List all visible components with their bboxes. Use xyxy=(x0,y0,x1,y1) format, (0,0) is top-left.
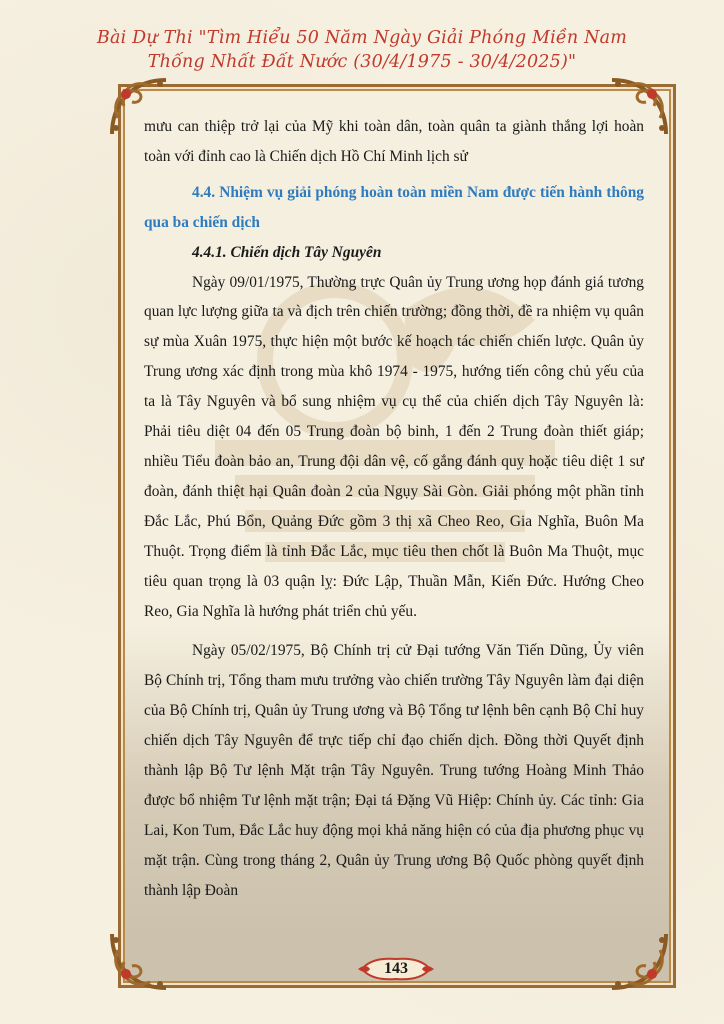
page-number: 143 xyxy=(384,960,408,977)
body-paragraph: Ngày 09/01/1975, Thường trực Quân ủy Trung ương họp đánh giá tương quan lực lượng giữa ta và địch trên chiến trường; đồng thời, đề ra nhiệm vụ quân sự mùa Xuân 1975, thực hiện một bước kế hoạch tác chiến chiến lược. Quân ủy Trung ương xác định trong mùa khô 1974 - 1975, hướng tiến công chủ yếu của ta là Tây Nguyên và bổ sung nhiệm vụ cụ thể của chiến dịch Tây Nguyên là: Phải tiêu diệt 04 đến 05 Trung đoàn bộ binh, 1 đến 2 Trung đoàn thiết giáp; nhiều Tiểu đoàn bảo an, Trung đội dân vệ, cố gắng đánh quỵ hoặc tiêu diệt 1 sư đoàn, đánh thiệt hại Quân đoàn 2 của Ngụy Sài Gòn. Giải phóng một phần tỉnh Đắc Lắc, Phú Bổn, Quảng Đức gồm 3 thị xã Cheo Reo, Gia Nghĩa, Buôn Ma Thuột. Trọng điểm là tỉnh Đắc Lắc, mục tiêu then chốt là Buôn Ma Thuột, mục tiêu quan trọng là 03 quận lỵ: Đức Lập, Thuần Mẫn, Kiến Đức. Hướng Cheo Reo, Gia Nghĩa là hướng phát triển chủ yếu. xyxy=(144,273,644,620)
ornament-corner-icon xyxy=(604,926,674,996)
ornament-corner-icon xyxy=(104,926,174,996)
header-line-2: Thống Nhất Đất Nước (30/4/1975 - 30/4/2025)" xyxy=(147,52,577,72)
section-heading: 4.4. Nhiệm vụ giải phóng hoàn toàn miền Nam được tiến hành thông qua ba chiến dịch xyxy=(144,183,644,231)
lead-paragraph: mưu can thiệp trở lại của Mỹ khi toàn dân, toàn quân ta giành thắng lợi hoàn toàn với đỉnh cao là Chiến dịch Hồ Chí Minh lịch sử xyxy=(144,118,644,165)
document-body xyxy=(144,112,644,906)
header-line-1: Bài Dự Thi "Tìm Hiểu 50 Năm Ngày Giải Phóng Miền Nam xyxy=(96,28,628,48)
subsection-heading: 4.4.1. Chiến dịch Tây Nguyên xyxy=(192,243,382,261)
body-paragraph: Ngày 05/02/1975, Bộ Chính trị cử Đại tướng Văn Tiến Dũng, Ủy viên Bộ Chính trị, Tổng tham mưu trưởng vào chiến trường Tây Nguyên làm đại diện của Bộ Chính trị, Quân ủy Trung ương và Bộ Tổng tư lệnh bên cạnh Bộ Chỉ huy chiến dịch Tây Nguyên để trực tiếp chỉ đạo chiến dịch. Đồng thời Quyết định thành lập Bộ Tư lệnh Mặt trận Tây Nguyên. Trung tướng Hoàng Minh Thảo được bổ nhiệm Tư lệnh mặt trận; Đại tá Đặng Vũ Hiệp: Chính ủy. Các tỉnh: Gia Lai, Kon Tum, Đắc Lắc huy động mọi khả năng hiện có của địa phương phục vụ mặt trận. Cùng trong tháng 2, Quân ủy Trung ương Bộ Quốc phòng quyết định thành lập Đoàn xyxy=(144,642,644,899)
page-header xyxy=(0,26,724,74)
